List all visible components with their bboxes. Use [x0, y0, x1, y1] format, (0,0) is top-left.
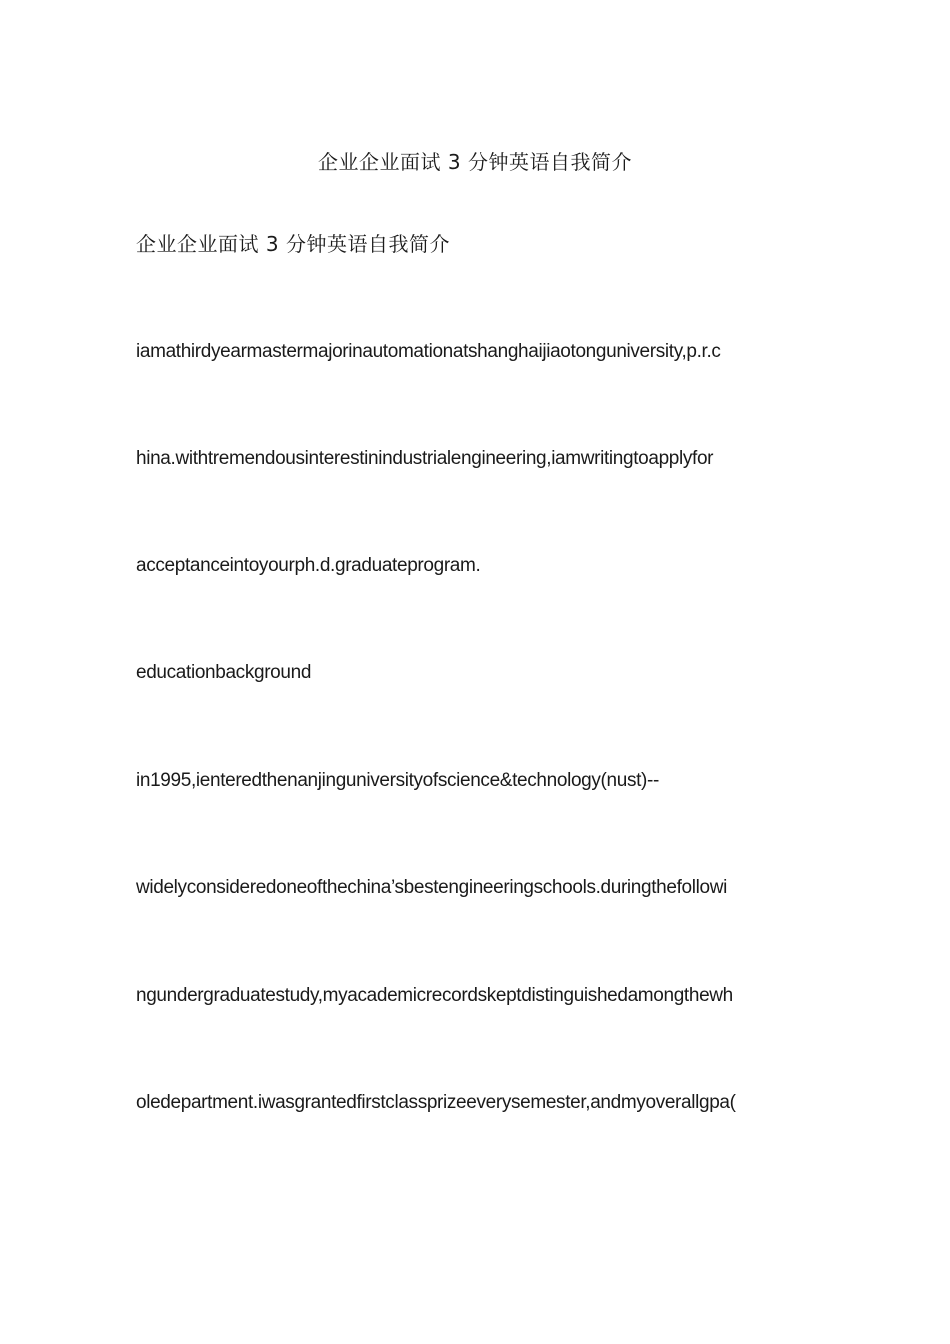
section-heading: 企业企业面试 3 分钟英语自我简介 — [136, 232, 450, 256]
document-title: 企业企业面试 3 分钟英语自我简介 — [318, 150, 632, 174]
paragraph-line: in1995,ienteredthenanjinguniversityofscience&technology(nust)-- — [136, 770, 659, 791]
paragraph-line: acceptanceintoyourph.d.graduateprogram. — [136, 555, 481, 576]
paragraph-line: widelyconsideredoneofthechina’sbestengineeringschools.duringthefollowi — [136, 877, 727, 898]
paragraph-line: ngundergraduatestudy,myacademicrecordskeptdistinguishedamongthewh — [136, 985, 733, 1006]
paragraph-line: oledepartment.iwasgrantedfirstclassprizeeverysemester,andmyoverallgpa( — [136, 1092, 736, 1113]
section-label-education-background: educationbackground — [136, 662, 312, 683]
paragraph-line: iamathirdyearmastermajorinautomationatshanghaijiaotonguniversity,p.r.c — [136, 341, 721, 362]
paragraph-line: hina.withtremendousinterestinindustrialengineering,iamwritingtoapplyfor — [136, 448, 714, 469]
